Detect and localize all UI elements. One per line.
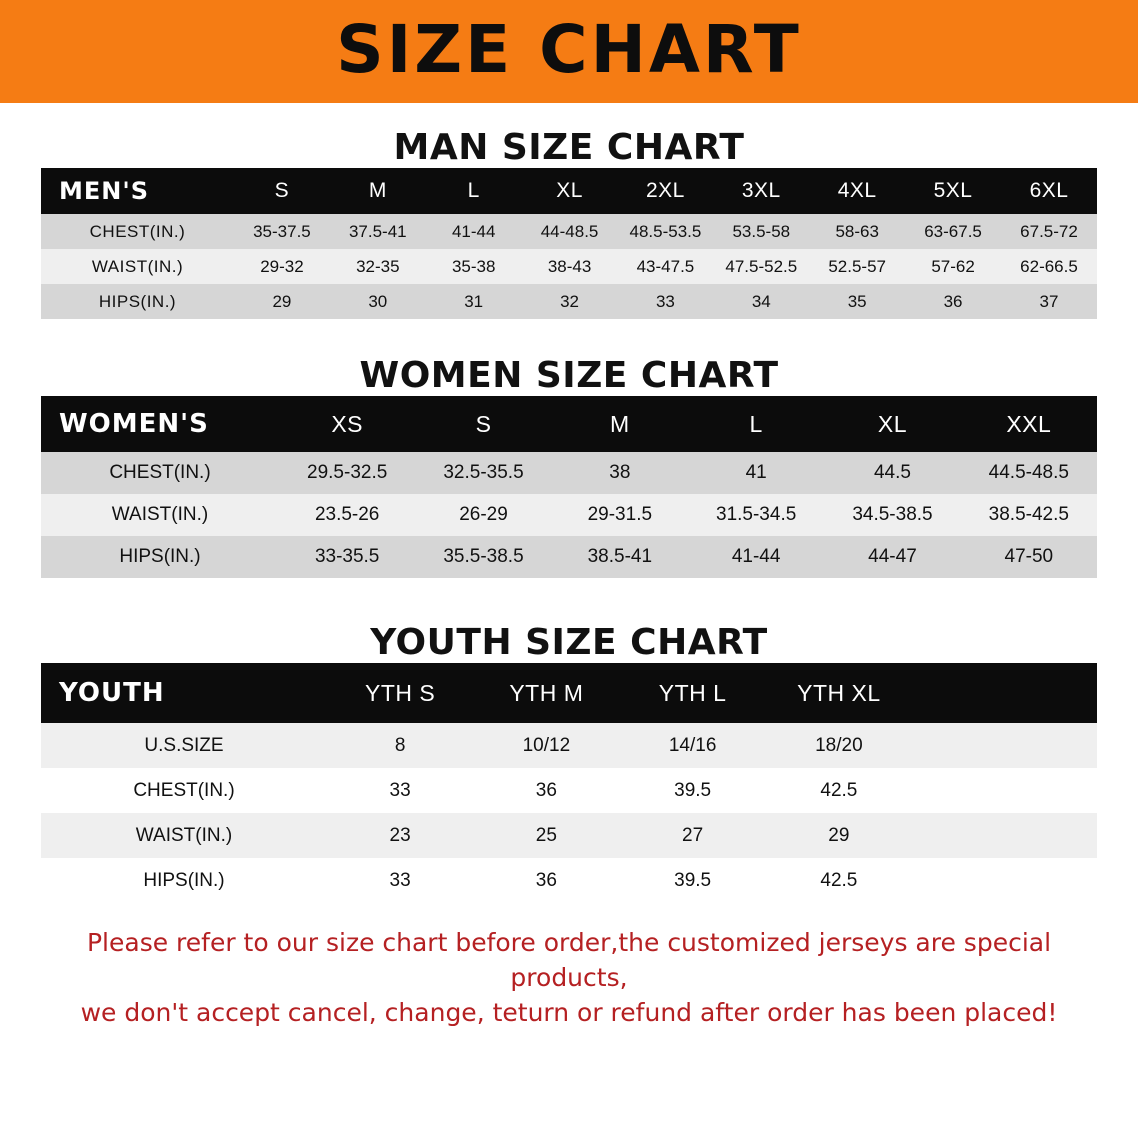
women-table-head bbox=[41, 396, 1097, 452]
cell: 33 bbox=[655, 291, 675, 311]
women-col-6: XXL bbox=[1006, 410, 1052, 437]
man-row-label-waist: WAIST(IN.) bbox=[91, 256, 184, 276]
women-row-label-chest: CHEST(IN.) bbox=[109, 462, 211, 483]
cell: 41 bbox=[745, 462, 767, 483]
cell-empty bbox=[912, 858, 1097, 903]
cell: 36 bbox=[943, 291, 963, 311]
cell: 39.5 bbox=[674, 869, 712, 891]
cell: 25 bbox=[535, 824, 557, 846]
table-row bbox=[41, 858, 1097, 903]
cell: 41-44 bbox=[731, 546, 781, 567]
cell: 52.5-57 bbox=[828, 256, 887, 276]
page-title: SIZE CHART bbox=[336, 10, 802, 88]
cell: 44-47 bbox=[868, 546, 917, 567]
man-col-8: 5XL bbox=[933, 179, 973, 202]
table-row bbox=[41, 452, 1097, 494]
women-row-label-hips: HIPS(IN.) bbox=[119, 546, 201, 567]
man-col-1: S bbox=[274, 179, 290, 202]
cell: 33 bbox=[389, 869, 411, 891]
women-header-row bbox=[41, 396, 1097, 452]
table-row bbox=[41, 536, 1097, 578]
man-row-label-hips: HIPS(IN.) bbox=[98, 291, 177, 311]
man-table-wrap bbox=[41, 168, 1097, 319]
cell: 47-50 bbox=[1004, 546, 1054, 567]
cell: 10/12 bbox=[522, 734, 571, 756]
cell: 36 bbox=[535, 869, 557, 891]
youth-section-heading: YOUTH SIZE CHART bbox=[370, 622, 768, 663]
man-col-5: 2XL bbox=[646, 179, 685, 202]
man-size-table bbox=[41, 168, 1097, 319]
cell-empty bbox=[912, 723, 1097, 768]
cell: 30 bbox=[368, 291, 388, 311]
youth-corner-label: YOUTH bbox=[59, 678, 165, 708]
cell: 32-35 bbox=[356, 256, 400, 276]
women-corner-label: WOMEN'S bbox=[59, 409, 209, 439]
women-col-1: XS bbox=[331, 410, 363, 437]
women-col-4: L bbox=[749, 410, 763, 437]
cell: 42.5 bbox=[820, 869, 858, 891]
cell: 26-29 bbox=[459, 504, 508, 525]
cell: 38.5-41 bbox=[587, 546, 653, 567]
cell: 38 bbox=[609, 462, 631, 483]
cell: 35 bbox=[847, 291, 867, 311]
man-col-6: 3XL bbox=[741, 179, 781, 202]
man-corner-label: MEN'S bbox=[59, 177, 149, 205]
table-row bbox=[41, 214, 1097, 249]
man-row-label-chest: CHEST(IN.) bbox=[89, 221, 186, 241]
cell: 27 bbox=[682, 824, 704, 846]
youth-header-row bbox=[41, 663, 1097, 723]
cell: 29-32 bbox=[260, 256, 304, 276]
women-col-3: M bbox=[609, 410, 630, 437]
women-table-wrap bbox=[41, 396, 1097, 578]
youth-row-label-hips: HIPS(IN.) bbox=[143, 869, 225, 891]
women-table-body bbox=[41, 452, 1097, 578]
youth-col-4: YTH XL bbox=[797, 679, 881, 706]
man-col-2: M bbox=[368, 179, 387, 202]
cell: 58-63 bbox=[835, 221, 879, 241]
cell: 44.5 bbox=[873, 462, 911, 483]
cell: 34 bbox=[751, 291, 771, 311]
cell: 47.5-52.5 bbox=[725, 256, 798, 276]
cell: 63-67.5 bbox=[924, 221, 982, 241]
cell: 33 bbox=[389, 779, 411, 801]
youth-col-1: YTH S bbox=[365, 679, 436, 706]
cell: 35-38 bbox=[451, 256, 496, 276]
man-header-row bbox=[41, 168, 1097, 214]
cell-empty bbox=[912, 813, 1097, 858]
table-row bbox=[41, 249, 1097, 284]
cell: 31 bbox=[464, 291, 484, 311]
man-col-7: 4XL bbox=[837, 179, 877, 202]
youth-table-body bbox=[41, 723, 1097, 903]
cell: 33-35.5 bbox=[314, 546, 380, 567]
policy-note-line-2: we don't accept cancel, change, teturn or refund after order has been placed! bbox=[80, 998, 1058, 1027]
youth-col-2: YTH M bbox=[509, 679, 584, 706]
youth-row-label-waist: WAIST(IN.) bbox=[135, 824, 233, 846]
cell: 41-44 bbox=[451, 221, 496, 241]
cell: 44.5-48.5 bbox=[988, 462, 1069, 483]
cell: 18/20 bbox=[815, 734, 863, 756]
cell: 29 bbox=[272, 291, 292, 311]
man-col-4: XL bbox=[556, 179, 583, 202]
cell: 35-37.5 bbox=[253, 221, 311, 241]
man-col-3: L bbox=[467, 179, 480, 202]
table-row bbox=[41, 768, 1097, 813]
women-section-heading: WOMEN SIZE CHART bbox=[359, 355, 779, 396]
table-row bbox=[41, 494, 1097, 536]
cell: 67.5-72 bbox=[1020, 221, 1078, 241]
women-col-5: XL bbox=[877, 410, 908, 437]
youth-row-label-chest: CHEST(IN.) bbox=[133, 779, 235, 801]
women-size-table bbox=[41, 396, 1097, 578]
cell: 29.5-32.5 bbox=[307, 462, 388, 483]
cell: 43-47.5 bbox=[636, 256, 695, 276]
cell: 44-48.5 bbox=[540, 221, 599, 241]
cell: 34.5-38.5 bbox=[852, 504, 933, 525]
cell: 37 bbox=[1039, 291, 1059, 311]
cell: 42.5 bbox=[820, 779, 858, 801]
youth-col-spacer bbox=[912, 663, 1097, 723]
cell: 38.5-42.5 bbox=[988, 504, 1069, 525]
cell: 32.5-35.5 bbox=[443, 462, 524, 483]
women-row-label-waist: WAIST(IN.) bbox=[111, 504, 209, 525]
cell: 29-31.5 bbox=[587, 504, 653, 525]
youth-row-label-ussize: U.S.SIZE bbox=[144, 734, 224, 756]
cell: 23.5-26 bbox=[314, 504, 380, 525]
table-row bbox=[41, 284, 1097, 319]
man-table-head bbox=[41, 168, 1097, 214]
man-table-body bbox=[41, 214, 1097, 319]
cell: 31.5-34.5 bbox=[716, 504, 797, 525]
youth-table-wrap bbox=[41, 663, 1097, 903]
cell: 37.5-41 bbox=[348, 221, 407, 241]
man-section-heading: MAN SIZE CHART bbox=[393, 127, 745, 168]
banner bbox=[0, 0, 1138, 103]
policy-note-line-1: Please refer to our size chart before order,the customized jerseys are special products, bbox=[86, 928, 1052, 992]
youth-table-head bbox=[41, 663, 1097, 723]
cell: 39.5 bbox=[674, 779, 712, 801]
cell: 32 bbox=[560, 291, 580, 311]
youth-col-3: YTH L bbox=[658, 679, 727, 706]
cell: 29 bbox=[828, 824, 850, 846]
cell: 38-43 bbox=[547, 256, 592, 276]
women-col-2: S bbox=[475, 410, 492, 437]
cell: 48.5-53.5 bbox=[629, 221, 702, 241]
cell: 35.5-38.5 bbox=[443, 546, 524, 567]
cell: 62-66.5 bbox=[1020, 256, 1078, 276]
cell-empty bbox=[912, 768, 1097, 813]
policy-note bbox=[44, 925, 1094, 1030]
cell: 53.5-58 bbox=[732, 221, 791, 241]
cell: 14/16 bbox=[668, 734, 717, 756]
youth-size-table bbox=[41, 663, 1097, 903]
man-col-9: 6XL bbox=[1029, 179, 1069, 202]
table-row bbox=[41, 813, 1097, 858]
table-row bbox=[41, 723, 1097, 768]
cell: 8 bbox=[394, 734, 406, 756]
cell: 36 bbox=[535, 779, 557, 801]
cell: 23 bbox=[389, 824, 411, 846]
cell: 57-62 bbox=[931, 256, 975, 276]
